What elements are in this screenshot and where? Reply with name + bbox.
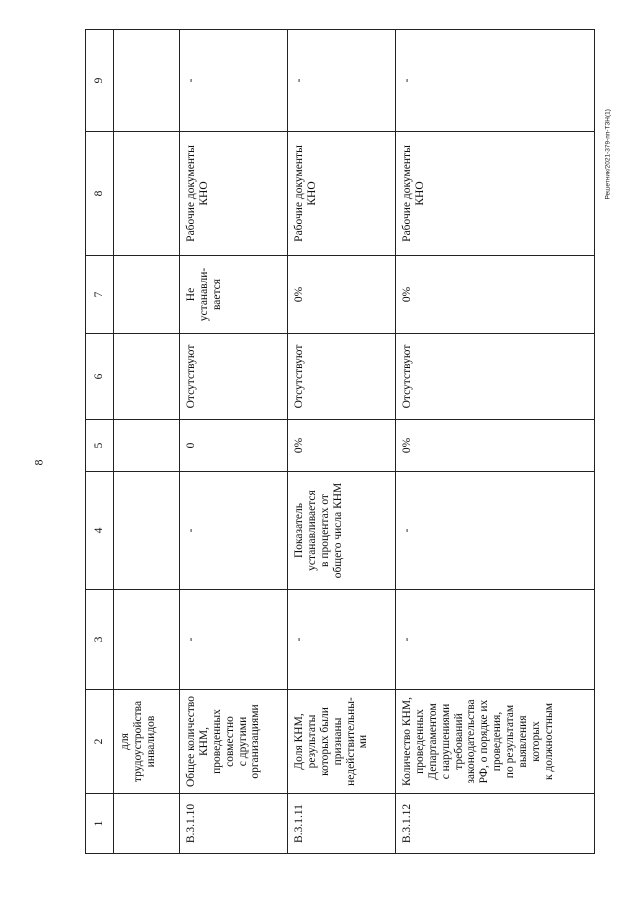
table-row (180, 30, 288, 854)
table-cell-col6: Отсутствуют (180, 334, 288, 420)
header-cell: 7 (86, 256, 114, 334)
table-cell-col7 (114, 256, 180, 334)
table-cell-col3 (114, 590, 180, 690)
indicator-code-cell: В.3.1.11 (288, 794, 396, 854)
indicator-table (85, 29, 595, 854)
document-sheet (85, 30, 555, 854)
table-cell-col7: 0% (396, 256, 595, 334)
table-cell-col3: - (180, 590, 288, 690)
indicator-code-cell: В.3.1.12 (396, 794, 595, 854)
table-cell-col6: Отсутствуют (396, 334, 595, 420)
header-cell: 2 (86, 690, 114, 794)
table-cell-col4: - (396, 472, 595, 590)
table-cell-col7: 0% (288, 256, 396, 334)
header-cell: 8 (86, 132, 114, 256)
rotated-table-container (85, 30, 555, 854)
indicator-name-cell: Доля КНМ, результаты которых были признаны недействительны- ми (288, 690, 396, 794)
table-cell-col5: 0% (288, 420, 396, 472)
header-cell: 5 (86, 420, 114, 472)
table-cell-col4: Показатель устанавливается в процентах от общего числа КНМ (288, 472, 396, 590)
table-cell-col9: - (180, 30, 288, 132)
indicator-code-cell (114, 794, 180, 854)
document-stamp: Решетник/2021-379-пп-ТЗН(1) (604, 109, 612, 200)
table-cell-col5 (114, 420, 180, 472)
indicator-name-cell: Количество КНМ, проведенных Департаментом с нарушениями требований законодательства РФ, о порядке их проведения, по результатам выявления которых к должностным (396, 690, 595, 794)
table-cell-col3: - (396, 590, 595, 690)
indicator-code-cell: В.3.1.10 (180, 794, 288, 854)
table-cell-col9: - (396, 30, 595, 132)
table-cell-col8: Рабочие документы КНО (180, 132, 288, 256)
table-cell-col9: - (288, 30, 396, 132)
table-cell-col8 (114, 132, 180, 256)
table-row (396, 30, 595, 854)
indicator-name-cell: для трудоустройства инвалидов (114, 690, 180, 794)
table-cell-col7: Не устанавли- вается (180, 256, 288, 334)
page-number: 8 (31, 459, 46, 466)
table-cell-col8: Рабочие документы КНО (288, 132, 396, 256)
table-cell-col9 (114, 30, 180, 132)
header-cell: 1 (86, 794, 114, 854)
indicator-name-cell: Общее количество КНМ, проведенных совместно с другими организациями (180, 690, 288, 794)
table-row (288, 30, 396, 854)
table-cell-col4 (114, 472, 180, 590)
table-cell-col4: - (180, 472, 288, 590)
table-cell-col6 (114, 334, 180, 420)
header-cell: 9 (86, 30, 114, 132)
table-header-row (86, 30, 114, 854)
table-cell-col6: Отсутствуют (288, 334, 396, 420)
header-cell: 4 (86, 472, 114, 590)
table-cell-col3: - (288, 590, 396, 690)
header-cell: 6 (86, 334, 114, 420)
header-cell: 3 (86, 590, 114, 690)
table-cell-col8: Рабочие документы КНО (396, 132, 595, 256)
table-cell-col5: 0 (180, 420, 288, 472)
table-cell-col5: 0% (396, 420, 595, 472)
table-row (114, 30, 180, 854)
